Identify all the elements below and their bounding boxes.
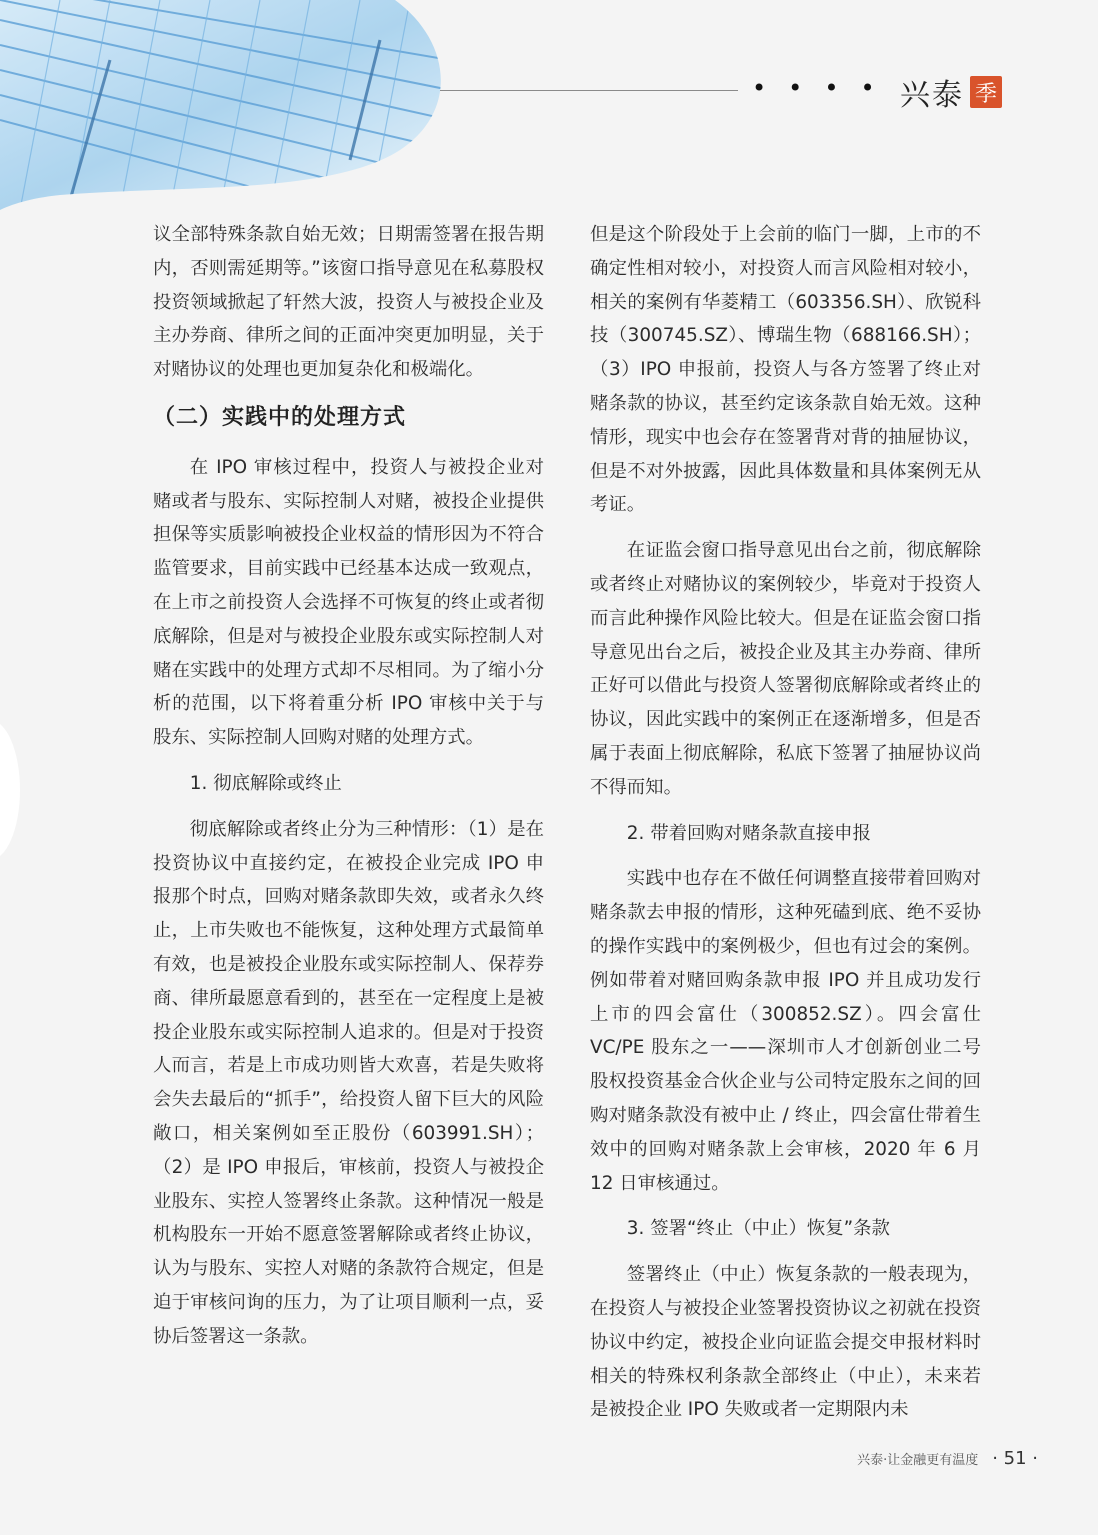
section-heading: （二）实践中的处理方式 <box>153 404 407 430</box>
page-footer <box>857 1448 1038 1469</box>
decorative-curve <box>0 720 20 860</box>
header-dot: • <box>788 74 803 102</box>
building-glass-facade-image <box>0 0 450 210</box>
header-dots <box>752 74 875 102</box>
header-dot: • <box>752 74 767 102</box>
subheading: 3. 签署“终止（中止）恢复”条款 <box>626 1218 890 1240</box>
header-dot: • <box>824 74 839 102</box>
paragraph: 实践中也存在不做任何调整直接带着回购对赌条款去申报的情形，这种死磕到底、绝不妥协的操作实践中的案例极少，但也有过会的案例。例如带着对赌回购条款申报 IPO 并且成功发行上市的四会富仕（300852.SZ）。四会富仕 VC/PE 股东之一——深圳市人才创新创业二号股权投资基金合伙企业与公司特定股东之间的回购对赌条款没有被中止 / 终止，四会富仕带着生效中的回购对赌条款上会审核，2020 年 6 月 12 日审核通过。 <box>590 868 981 1194</box>
magazine-brand <box>900 70 1002 114</box>
footer-slogan: 兴泰·让金融更有温度 <box>857 1453 979 1468</box>
left-column <box>153 218 544 1366</box>
right-column <box>590 218 981 1439</box>
paragraph: 在证监会窗口指导意见出台之前，彻底解除或者终止对赌协议的案例较少，毕竟对于投资人而言此种操作风险比较大。但是在证监会窗口指导意见出台之后，被投企业及其主办券商、律所正好可以借此与投资人签署彻底解除或者终止的协议，因此实践中的案例正在逐渐增多，但是否属于表面上彻底解除，私底下签署了抽屉协议尚不得而知。 <box>590 540 981 798</box>
brand-name: 兴泰 <box>900 78 964 113</box>
subheading: 1. 彻底解除或终止 <box>189 772 342 794</box>
paragraph: 但是这个阶段处于上会前的临门一脚，上市的不确定性相对较小，对投资人而言风险相对较小，相关的案例有华菱精工（603356.SH）、欣锐科技（300745.SZ）、博瑞生物（688166.SH）；（3）IPO 申报前，投资人与各方签署了终止对赌条款的协议，甚至约定该条款自始无效。这种情形，现实中也会存在签署背对背的抽屉协议，但是不对外披露，因此具体数量和具体案例无从考证。 <box>590 224 981 516</box>
header-rule <box>440 90 738 91</box>
paragraph: 议全部特殊条款自始无效；日期需签署在报告期内，否则需延期等。”该窗口指导意见在私募股权投资领域掀起了轩然大波，投资人与被投企业及主办券商、律所之间的正面冲突更加明显，关于对赌协议的处理也更加复杂化和极端化。 <box>153 224 544 381</box>
paragraph: 签署终止（中止）恢复条款的一般表现为，在投资人与被投企业签署投资协议之初就在投资协议中约定，被投企业向证监会提交申报材料时相关的特殊权利条款全部终止（中止），未来若是被投企业 IPO 失败或者一定期限内未 <box>590 1264 981 1421</box>
brand-seal-logo: 季 <box>970 76 1002 108</box>
header-dot: • <box>860 74 875 102</box>
paragraph: 彻底解除或者终止分为三种情形：（1）是在投资协议中直接约定，在被投企业完成 IPO 申报那个时点，回购对赌条款即失效，或者永久终止，上市失败也不能恢复，这种处理方式最简单有效，也是被投企业股东或实际控制人、保荐券商、律所最愿意看到的，甚至在一定程度上是被投企业股东或实际控制人追求的。但是对于投资人而言，若是上市成功则皆大欢喜，若是失败将会失去最后的“抓手”，给投资人留下巨大的风险敞口，相关案例如至正股份（603991.SH）；（2）是 IPO 申报后，审核前，投资人与被投企业股东、实控人签署终止条款。这种情况一般是机构股东一开始不愿意签署解除或者终止协议，认为与股东、实控人对赌的条款符合规定，但是迫于审核问询的压力，为了让项目顺利一点，妥协后签署这一条款。 <box>153 818 544 1347</box>
subheading: 2. 带着回购对赌条款直接申报 <box>626 822 871 844</box>
paragraph: 在 IPO 审核过程中，投资人与被投企业对赌或者与股东、实际控制人对赌，被投企业提供担保等实质影响被投企业权益的情形因为不符合监管要求，目前实践中已经基本达成一致观点，在上市之前投资人会选择不可恢复的终止或者彻底解除，但是对与被投企业股东或实际控制人对赌在实践中的处理方式却不尽相同。为了缩小分析的范围，以下将着重分析 IPO 审核中关于与股东、实际控制人回购对赌的处理方式。 <box>153 456 544 749</box>
page-number: · 51 · <box>992 1448 1038 1469</box>
